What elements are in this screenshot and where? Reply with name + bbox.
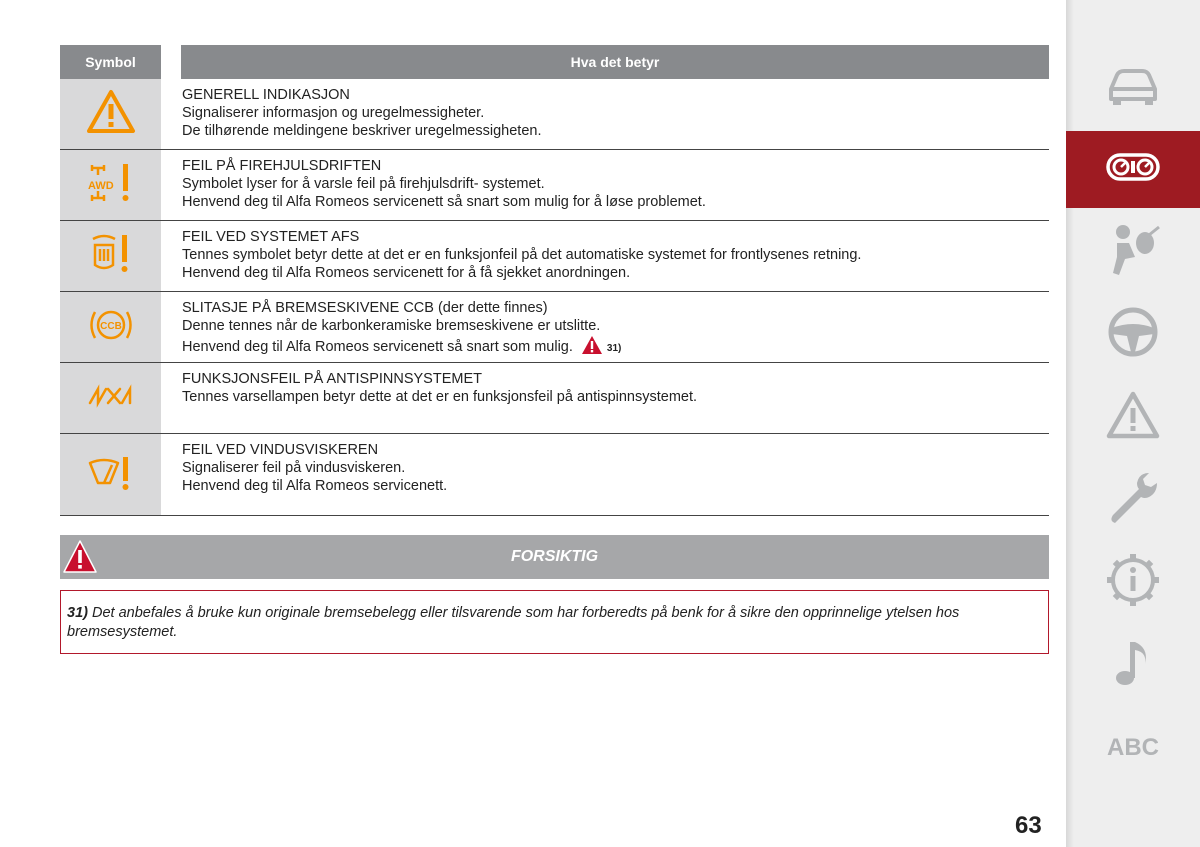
table-row (60, 221, 1049, 292)
table-row (60, 150, 1049, 221)
row-text: Signaliserer feil på vindusviskeren. (182, 460, 406, 476)
ccb-brake-wear-icon (86, 302, 136, 353)
row-text: Symbolet lyser for å varsle feil på firehjulsdrift- systemet. (182, 176, 545, 192)
row-text: Henvend deg til Alfa Romeos servicenett for å få sjekket anordningen. (182, 265, 631, 281)
row-text: Signaliserer informasjon og uregelmessigheter. (182, 105, 485, 121)
car-icon (1105, 63, 1161, 112)
table-header (60, 45, 1049, 79)
svg-text:AWD: AWD (87, 179, 114, 192)
info-gear-icon (1105, 552, 1161, 613)
sidebar-item-multimedia[interactable] (1066, 633, 1200, 697)
warning-triangle-icon (1105, 390, 1161, 445)
caution-header (60, 535, 1049, 579)
sidebar-item-dashboard[interactable] (1066, 131, 1200, 208)
wrench-icon (1105, 469, 1161, 532)
airbag-person-icon (1105, 223, 1161, 282)
row-title: FEIL VED VINDUSVISKEREN (182, 442, 379, 458)
table-row (60, 363, 1049, 434)
footnote-ref[interactable]: 31) (606, 343, 622, 354)
row-text: Tennes varsellampen betyr dette at det er en funksjonsfeil på antispinnsystemet. (182, 389, 698, 405)
steering-wheel-icon (1105, 306, 1161, 363)
sidebar-item-safety[interactable] (1066, 220, 1200, 284)
caution-note (60, 590, 1049, 654)
row-title: SLITASJE PÅ BREMSESKIVENE CCB (der dette finnes) (182, 300, 548, 316)
chapter-sidebar (1066, 0, 1200, 847)
page-number: 63 (1015, 812, 1042, 839)
row-text: Henvend deg til Alfa Romeos servicenett så snart som mulig. (182, 339, 573, 355)
row-title: FEIL VED SYSTEMET AFS (182, 229, 360, 245)
abc-index: ABC (1107, 734, 1159, 761)
sidebar-item-warnings[interactable] (1066, 385, 1200, 449)
sidebar-item-driving[interactable] (1066, 302, 1200, 366)
sidebar-item-car[interactable] (1066, 55, 1200, 119)
caution-ref: 31) (67, 605, 88, 621)
svg-text:CCB: CCB (99, 320, 122, 332)
wiper-fault-icon (86, 449, 136, 500)
caution-title: FORSIKTIG (510, 548, 599, 565)
general-warning-icon (86, 89, 136, 140)
row-text: Henvend deg til Alfa Romeos servicenett. (182, 478, 448, 494)
awd-fault-icon (86, 160, 136, 211)
table-row (60, 434, 1049, 516)
row-text: Henvend deg til Alfa Romeos servicenett så snart som mulig for å løse problemet. (182, 194, 706, 210)
caution-warning-icon (581, 335, 603, 360)
music-note-icon (1105, 638, 1161, 693)
caution-text: Det anbefales å bruke kun originale bremsebelegg eller tilsvarende som har forberedts på benk for å sikre den opprinnelige ytelsen hos bremsesystemet. (67, 605, 960, 640)
row-text: Tennes symbolet betyr dette at det er en funksjonfeil på det automatiske systemet for frontlysenes retning. (182, 247, 862, 263)
sidebar-item-technical[interactable] (1066, 550, 1200, 614)
sidebar-item-maintenance[interactable] (1066, 468, 1200, 532)
header-meaning: Hva det betyr (181, 45, 1049, 79)
row-title: FUNKSJONSFEIL PÅ ANTISPINNSYSTEMET (182, 371, 482, 387)
warning-lights-table (60, 45, 1049, 516)
dashboard-icon (1105, 151, 1161, 188)
sidebar-item-index[interactable] (1066, 716, 1200, 780)
table-row (60, 292, 1049, 363)
row-text: De tilhørende meldingene beskriver uregelmessigheten. (182, 123, 542, 139)
row-title: GENERELL INDIKASJON (182, 87, 350, 103)
row-title: FEIL PÅ FIREHJULSDRIFTEN (182, 158, 382, 174)
header-symbol: Symbol (60, 45, 161, 79)
row-text: Denne tennes når de karbonkeramiske bremseskivene er utslitte. (182, 318, 601, 334)
antispin-fault-icon (86, 381, 136, 416)
table-row (60, 79, 1049, 150)
afs-fault-icon (86, 231, 136, 282)
